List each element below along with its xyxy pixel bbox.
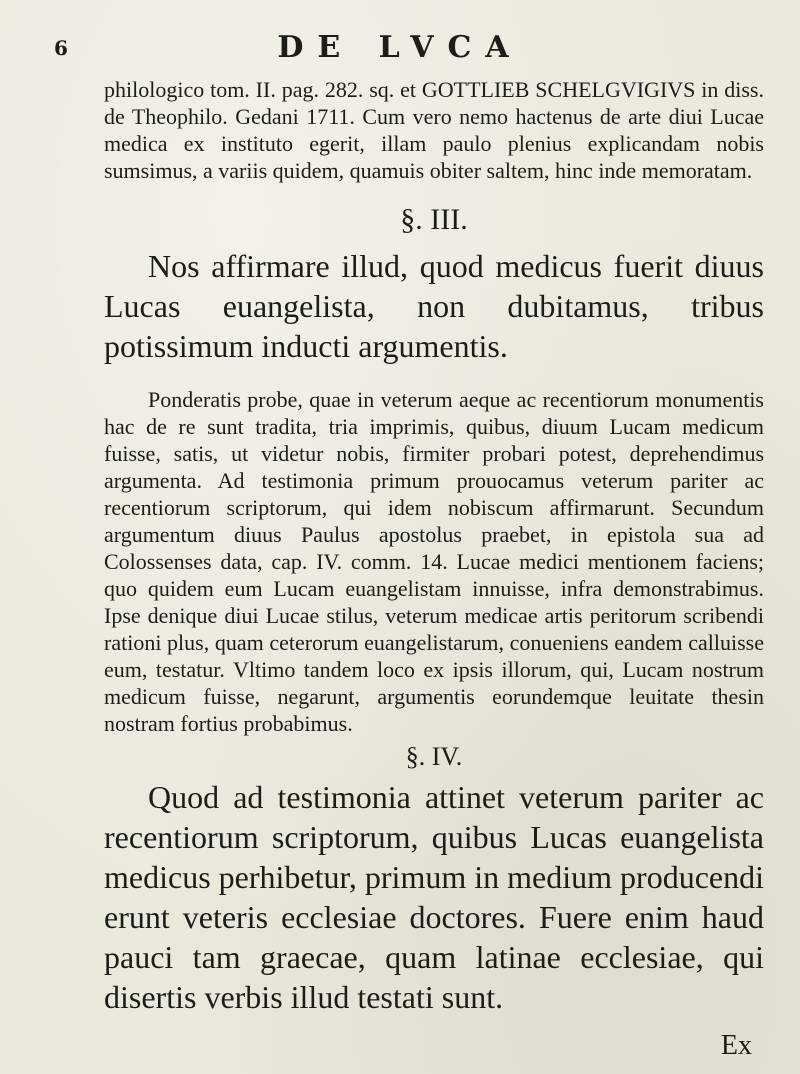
section-4-body: Quod ad testimonia attinet veterum pariter ac recentiorum scriptorum, quibus Lucas euangelista medicus perhibetur, primum in medium producendi erunt veteris ecclesiae doctores. Fuere enim haud pauci tam graecae, quam latinae ecclesiae, qui disertis verbis illud testati sunt. [104,779,764,1015]
section-3-heading: §. III. [400,203,468,236]
intro-paragraph: philologico tom. II. pag. 282. sq. et GOTTLIEB SCHELGVIGIVS in diss. de Theophilo. Gedani 1711. Cum vero nemo hactenus de arte diui Lucae medica ex instituto egerit, illam paulo plenius explicandam nobis sumsimus, a variis quidem, quamuis obiter saltem, hinc inde memoratam. [104,77,764,183]
page-header [48,30,752,66]
page-content [104,76,764,1017]
running-head: DE LVCA [277,30,523,65]
section-3-thesis: Nos affirmare illud, quod medicus fuerit diuus Lucas euangelista, non dubitamus, tribus potissimum inducti argumentis. [104,248,764,364]
section-3-body: Ponderatis probe, quae in veterum aeque ac recentiorum monumentis hac de re sunt tradita, tria imprimis, quibus, diuum Lucam medicum fuisse, satis, ut videtur nobis, firmiter probari potest, deprehendimus argumenta. Ad testimonia primum prouocamus veterum pariter ac recentiorum scriptorum, qui idem nobiscum affirmarunt. Secundum argumentum diuus Paulus apostolus praebet, in epistola sua ad Colossenses data, cap. IV. comm. 14. Lucae medici mentionem faciens; quo quidem eum Lucam euangelistam innuisse, infra demonstrabimus. Ipse denique diui Lucae stilus, veterum medicae artis peritorum scribendi rationi plus, quam ceterorum euangelistarum, conueniens eandem calluisse eum, testatur. Vltimo tandem loco ex ipsis illorum, qui, Lucam nostrum medicum fuisse, negarunt, argumentis eorundemque leuitate thesin nostram fortius probabimus. [104,387,764,736]
page-number: 6 [54,36,68,60]
catchword: Ex [720,1030,752,1061]
section-4-heading: §. IV. [405,742,463,771]
